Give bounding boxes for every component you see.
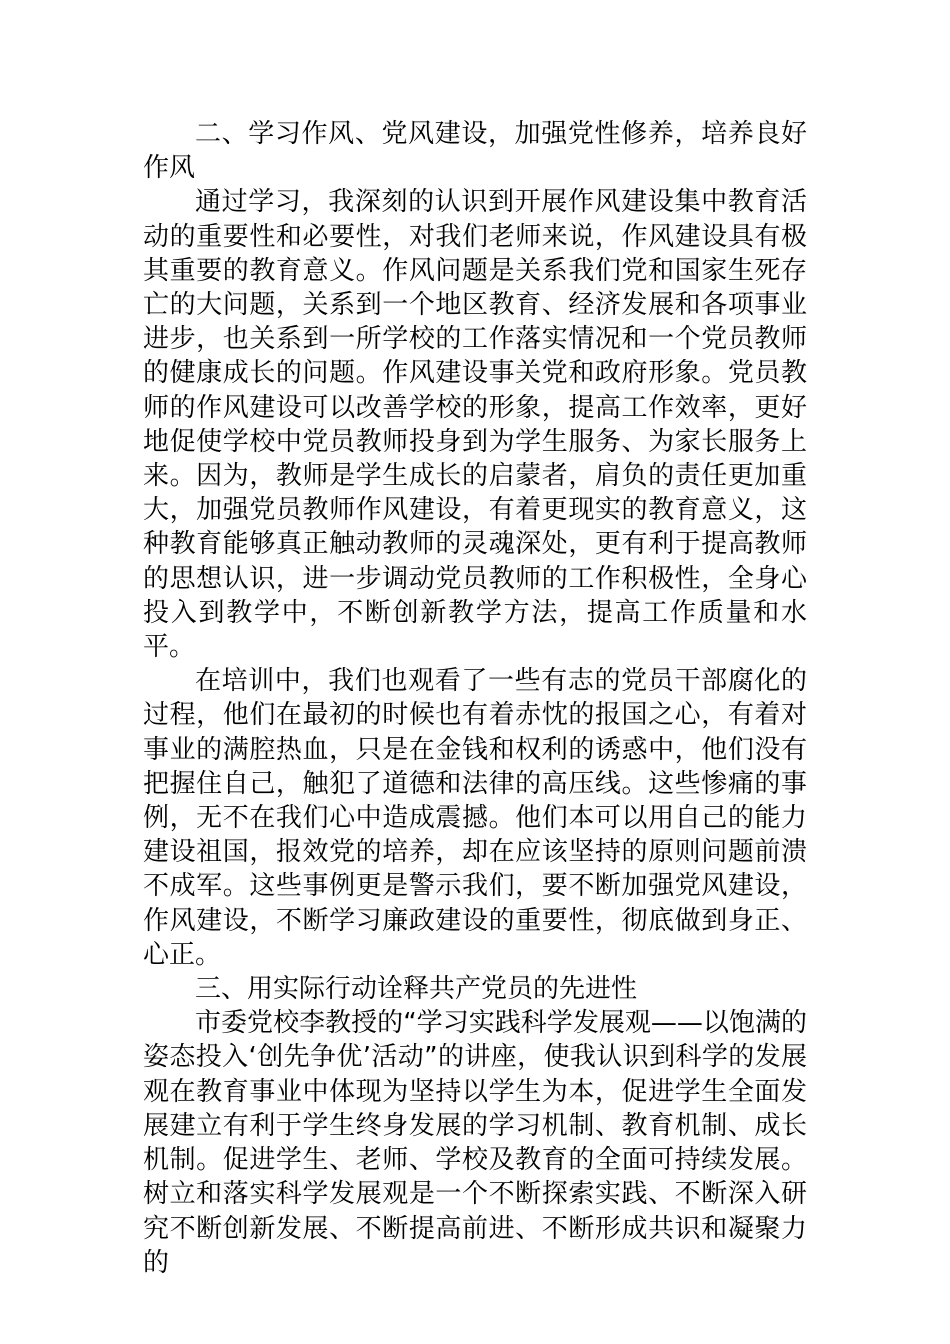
body-paragraph: 市委党校李教授的“学习实践科学发展观——以饱满的姿态投入‘创先争优’活动”的讲座，使我认识到科学的发展观在教育事业中体现为坚持以学生为本，促进学生全面发展建立有利于学生终身发展的学习机制、教育机制、成长机制。促进学生、老师、学校及教育的全面可持续发展。树立和落实科学发展观是一个不断探索实践、不断深入研究不断创新发展、不断提高前进、不断形成共识和凝聚力的	[143, 1008, 807, 1278]
section-heading-3: 三、用实际行动诠释共产党员的先进性	[195, 974, 638, 1005]
document-page	[143, 117, 807, 1280]
section-heading-2: 二、学习作风、党风建设，加强党性修养，培养良好作风	[143, 119, 807, 184]
body-paragraph: 在培训中，我们也观看了一些有志的党员干部腐化的过程，他们在最初的时候也有着赤忱的报国之心，有着对事业的满腔热血，只是在金钱和权利的诱惑中，他们没有把握住自己，触犯了道德和法律的高压线。这些惨痛的事例，无不在我们心中造成震撼。他们本可以用自己的能力建设祖国，报效党的培养，却在应该坚持的原则问题前溃不成军。这些事例更是警示我们，要不断加强党风建设，作风建设，不断学习廉政建设的重要性，彻底做到身正、心正。	[143, 666, 807, 970]
body-paragraph: 通过学习，我深刻的认识到开展作风建设集中教育活动的重要性和必要性，对我们老师来说，作风建设具有极其重要的教育意义。作风问题是关系我们党和国家生死存亡的大问题，关系到一个地区教育、经济发展和各项事业进步，也关系到一所学校的工作落实情况和一个党员教师的健康成长的问题。作风建设事关党和政府形象。党员教师的作风建设可以改善学校的形象，提高工作效率，更好地促使学校中党员教师投身到为学生服务、为家长服务上来。因为，教师是学生成长的启蒙者，肩负的责任更加重大，加强党员教师作风建设，有着更现实的教育意义，这种教育能够真正触动教师的灵魂深处，更有利于提高教师的思想认识，进一步调动党员教师的工作积极性，全身心投入到教学中，不断创新教学方法，提高工作质量和水平。	[143, 187, 807, 663]
